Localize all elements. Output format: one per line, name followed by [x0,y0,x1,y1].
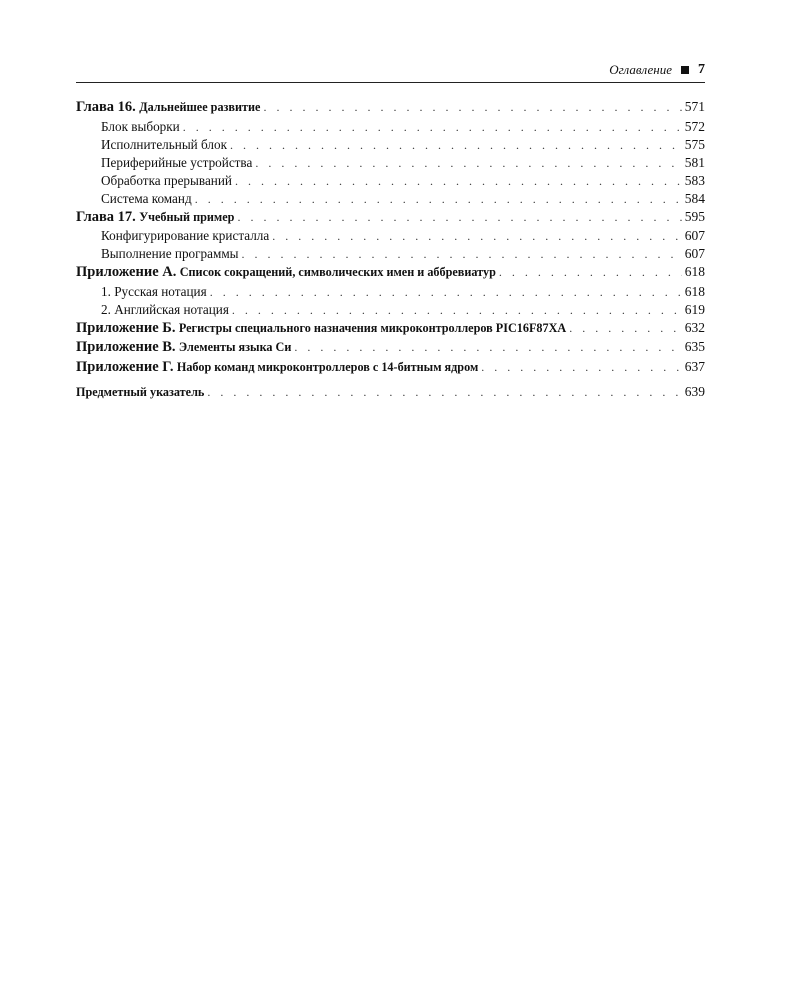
toc-entry-prefix: Приложение Г. [76,358,174,375]
toc-entry-title: Обработка прерываний [101,172,232,188]
header-title: Оглавление [609,62,672,77]
toc-entry-page: 632 [684,319,705,335]
toc-entry-page: 607 [684,228,705,243]
toc-appendix-a[interactable] [76,264,705,284]
toc-appendix-g[interactable] [76,359,705,379]
toc-section[interactable] [76,173,705,191]
toc-chapter-17[interactable] [76,209,705,229]
dot-leader [263,100,681,115]
toc-entry-title: Система команд [101,190,192,206]
dot-leader [237,210,681,225]
toc-section[interactable] [76,191,705,209]
toc-appendix-v[interactable] [76,339,705,359]
dot-leader [272,229,682,244]
dot-leader [230,138,682,153]
dot-leader [232,303,682,318]
toc-entry-prefix: Приложение В. [76,339,176,355]
header-right [609,62,705,78]
toc-entry-title: Список сокращений, символических имен и аббревиатур [179,265,496,279]
toc-entry-page: 618 [684,283,705,299]
square-bullet-icon [681,66,689,74]
toc-chapter-16[interactable] [76,99,705,119]
dot-leader [499,265,682,280]
toc-entry-prefix: Приложение А. [76,264,177,280]
toc-section[interactable] [76,284,705,302]
table-of-contents [76,99,705,404]
toc-entry-page: 583 [684,172,705,188]
toc-entry-prefix: Глава 17. [76,208,136,225]
dot-leader [195,192,682,207]
toc-entry-title: Элементы языка Си [178,340,292,354]
running-header [76,60,705,83]
toc-entry-page: 618 [684,264,705,279]
dot-leader [235,174,682,189]
toc-section[interactable] [76,246,705,264]
dot-leader [210,285,682,300]
dot-leader [183,120,682,135]
toc-section[interactable] [76,137,705,155]
toc-section[interactable] [76,155,705,173]
dot-leader [569,321,682,336]
dot-leader [294,340,681,355]
toc-section[interactable] [76,228,705,246]
toc-entry-prefix: Глава 16. [76,99,136,115]
toc-section[interactable] [76,119,705,137]
toc-entry-title: 1. Русская нотация [101,283,207,299]
toc-entry-page: 607 [684,246,705,261]
toc-entry-page: 639 [684,384,705,399]
toc-entry-title: Выполнение программы [101,246,239,261]
toc-entry-title: Набор команд микроконтроллеров с 14-битным ядром [176,359,479,374]
toc-entry-page: 595 [684,208,705,224]
toc-section[interactable] [76,302,705,320]
toc-entry-page: 637 [684,358,705,374]
toc-entry-title: Блок выборки [101,118,180,134]
dot-leader [242,247,682,262]
toc-appendix-b[interactable] [76,320,705,340]
toc-entry-page: 584 [684,190,705,206]
toc-entry-title: Предметный указатель [76,385,205,399]
page-number: 7 [698,62,705,77]
toc-index[interactable] [76,384,705,404]
toc-entry-title: Регистры специального назначения микроконтроллеров PIC16F87XA [178,320,567,335]
toc-entry-title: 2. Английская нотация [101,301,229,317]
toc-entry-page: 571 [684,99,705,114]
toc-entry-title: Конфигурирование кристалла [101,228,270,243]
dot-leader [481,360,681,375]
toc-entry-page: 575 [684,136,705,152]
dot-leader [207,385,681,400]
toc-entry-title: Учебный пример [139,209,235,224]
toc-entry-prefix: Приложение Б. [76,319,176,336]
toc-entry-title: Исполнительный блок [101,136,227,152]
toc-entry-page: 619 [684,301,705,317]
toc-entry-page: 572 [684,118,705,134]
toc-entry-page: 635 [684,339,705,354]
dot-leader [255,156,681,171]
toc-entry-title: Периферийные устройства [101,154,253,170]
toc-entry-page: 581 [684,154,705,170]
toc-entry-title: Дальнейшее развитие [139,100,261,114]
toc-page [76,60,705,404]
